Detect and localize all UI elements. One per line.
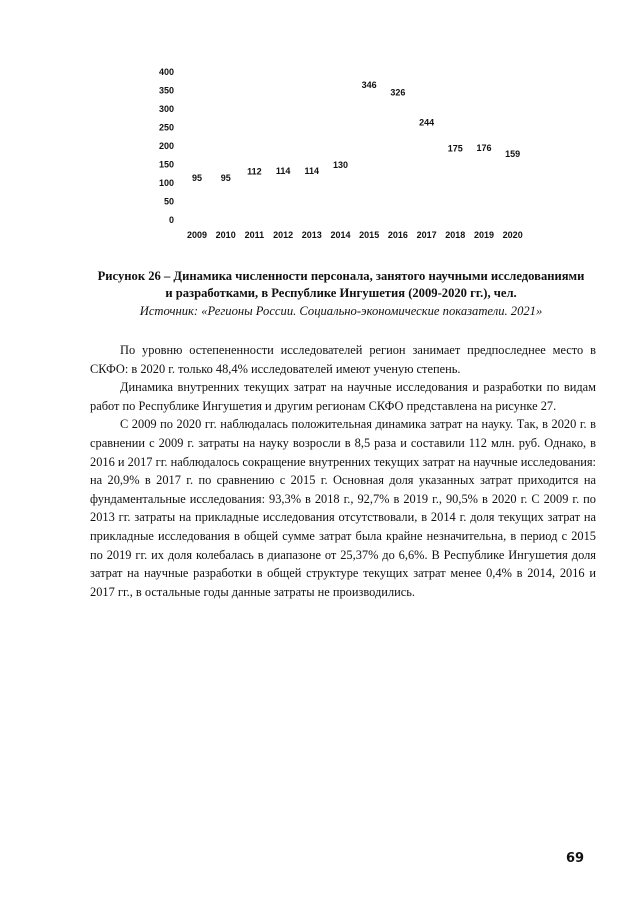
x-tick-label: 2017	[416, 230, 437, 240]
x-tick-label: 2018	[445, 230, 466, 240]
x-tick-label: 2012	[273, 230, 294, 240]
x-tick-label: 2011	[244, 230, 265, 240]
x-tick-label: 2014	[330, 230, 351, 240]
data-label: 95	[191, 172, 203, 183]
x-tick-label: 2013	[301, 230, 322, 240]
staff-dynamics-chart	[140, 60, 540, 250]
data-label: 130	[332, 159, 349, 170]
paragraph: С 2009 по 2020 гг. наблюдалась положительная динамика затрат на науку. Так, в 2020 г. в сравнении с 2009 г. затраты на науку возросли в 8,5 раза и составили 112 млн. руб. Однако, в 2016 и 2017 гг. наблюдалось сокращение внутренних текущих затрат на научные исследования: на 20,9% в 2017 г. по сравнению с 2015 г. Основная доля указанных затрат приходится на фундаментальные исследования: 93,3% в 2018 г., 92,7% в 2019 г., 90,5% в 2020 г. С 2009 г. по 2013 гг. затраты на прикладные исследования отсутствовали, в 2014 г. доля текущих затрат на прикладные исследования в общей сумме затрат была крайне незначительна, в период с 2015 по 2019 гг. их доля колебалась в диапазоне от 25,37% до 6,6%. В Республике Ингушетия доля затрат на научные разработки в общей структуре текущих затрат менее 0,4% в 2014, 2016 и 2017 гг., в остальные годы данные затраты не производились.	[90, 417, 596, 599]
y-tick-label: 350	[158, 85, 174, 96]
x-tick-label: 2009	[186, 230, 208, 240]
figure-caption-line2: и разработками, в Республике Ингушетия (2009-2020 гг.), чел.	[165, 286, 517, 300]
data-label: 95	[220, 172, 231, 183]
figure-source: Источник: «Регионы России. Социально-экономические показатели. 2021»	[139, 304, 543, 318]
data-label: 244	[419, 117, 435, 128]
x-tick-label: 2015	[359, 230, 380, 240]
y-tick-label: 0	[168, 215, 174, 225]
page-number: 69	[566, 851, 585, 866]
x-tick-label: 2016	[387, 230, 408, 240]
y-tick-label: 400	[158, 67, 174, 77]
data-label: 176	[476, 142, 492, 153]
x-tick-label: 2020	[502, 230, 523, 240]
paragraph: Динамика внутренних текущих затрат на научные исследования и разработки по видам работ по Республике Ингушетия и другим регионам СКФО представлена на рисунке 27.	[90, 380, 596, 413]
data-labels	[192, 80, 520, 183]
y-tick-label: 100	[158, 178, 174, 188]
data-label: 346	[361, 79, 377, 90]
body-text	[90, 341, 596, 601]
data-label: 112	[247, 166, 262, 177]
figure-caption	[86, 268, 596, 302]
x-axis	[187, 230, 523, 240]
data-label: 114	[275, 165, 291, 176]
data-label: 326	[390, 87, 406, 98]
y-tick-label: 150	[158, 159, 174, 170]
y-tick-label: 50	[163, 196, 174, 207]
figure-caption-line1: Рисунок 26 – Динамика численности персонала, занятого научными исследованиями	[97, 269, 585, 283]
y-tick-label: 250	[158, 122, 174, 133]
y-tick-label: 300	[158, 104, 174, 114]
y-tick-label: 200	[158, 141, 174, 151]
y-axis	[159, 67, 174, 225]
x-tick-label: 2010	[215, 230, 236, 240]
data-label: 159	[505, 149, 521, 160]
paragraph: По уровню остепененности исследователей регион занимает предпоследнее место в СКФО: в 2020 г. только 48,4% исследователей имеют ученую степень.	[90, 343, 596, 376]
data-label: 175	[447, 143, 463, 154]
x-tick-label: 2019	[473, 230, 495, 240]
data-label: 114	[304, 165, 320, 176]
